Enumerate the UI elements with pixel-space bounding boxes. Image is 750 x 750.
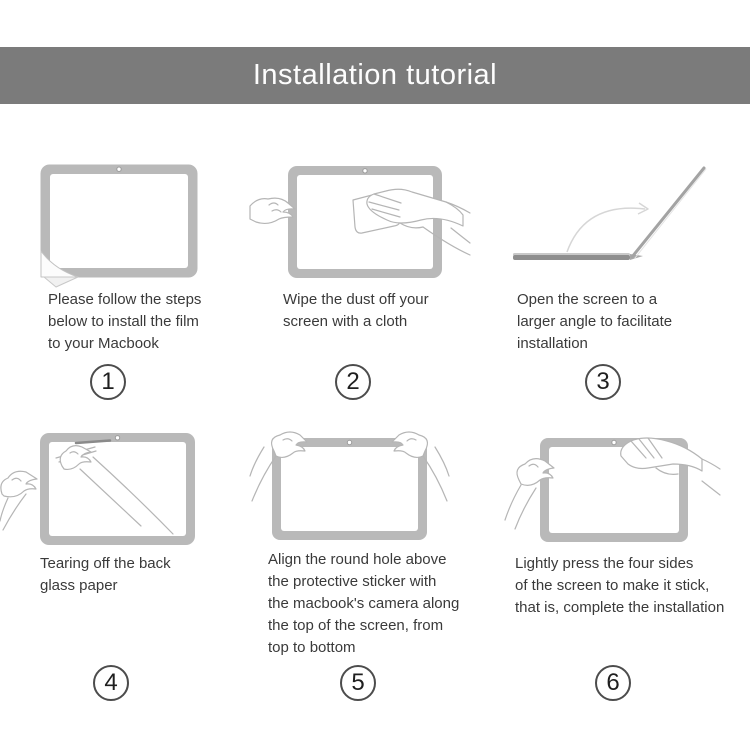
caption-line: Align the round hole above (268, 551, 447, 568)
caption-line: below to install the film (48, 313, 199, 330)
step4-number-badge: 4 (93, 665, 129, 701)
caption-line: Lightly press the four sides (515, 555, 694, 572)
align-screen-hands-icon (250, 428, 465, 548)
step1-caption (48, 289, 201, 355)
caption-line: installation (517, 335, 588, 352)
caption-line: top to bottom (268, 639, 356, 656)
page-title: Installation tutorial (252, 59, 498, 91)
step6-press-illustration (505, 428, 720, 550)
caption-line: that is, complete the installation (515, 599, 725, 616)
caption-line: of the screen to make it stick, (515, 577, 710, 594)
tear-back-paper-icon (0, 425, 220, 550)
press-four-sides-icon (505, 428, 720, 550)
step4-tear-illustration (0, 425, 220, 550)
caption-line: Open the screen to a (517, 291, 658, 308)
caption-line: Please follow the steps (48, 291, 202, 308)
caption-line: the macbook's camera along (268, 595, 460, 612)
caption-line: larger angle to facilitate (517, 313, 673, 330)
caption-line: glass paper (40, 577, 118, 594)
caption-line: the top of the screen, from (268, 617, 444, 634)
step4-caption (40, 553, 171, 597)
step3-open-laptop-illustration (505, 160, 715, 270)
step1-film-peel-illustration (40, 164, 198, 290)
macbook-screen-film-peel-icon (40, 164, 198, 290)
step2-wipe-illustration (250, 162, 470, 282)
step6-caption (515, 553, 724, 619)
caption-line: Wipe the dust off your (283, 291, 429, 308)
wipe-screen-cloth-icon (250, 162, 470, 282)
step3-caption (517, 289, 672, 355)
step2-number-badge: 2 (335, 364, 371, 400)
step2-caption (283, 289, 429, 333)
step5-align-illustration (250, 428, 465, 548)
caption-line: screen with a cloth (283, 313, 408, 330)
step6-number-badge: 6 (595, 665, 631, 701)
open-laptop-angle-icon (505, 160, 715, 270)
step5-number-badge: 5 (340, 665, 376, 701)
step1-number-badge: 1 (90, 364, 126, 400)
caption-line: Tearing off the back (40, 555, 171, 572)
header-banner (0, 47, 750, 104)
caption-line: to your Macbook (48, 335, 159, 352)
caption-line: the protective sticker with (268, 573, 437, 590)
step3-number-badge: 3 (585, 364, 621, 400)
step5-caption (268, 549, 459, 659)
